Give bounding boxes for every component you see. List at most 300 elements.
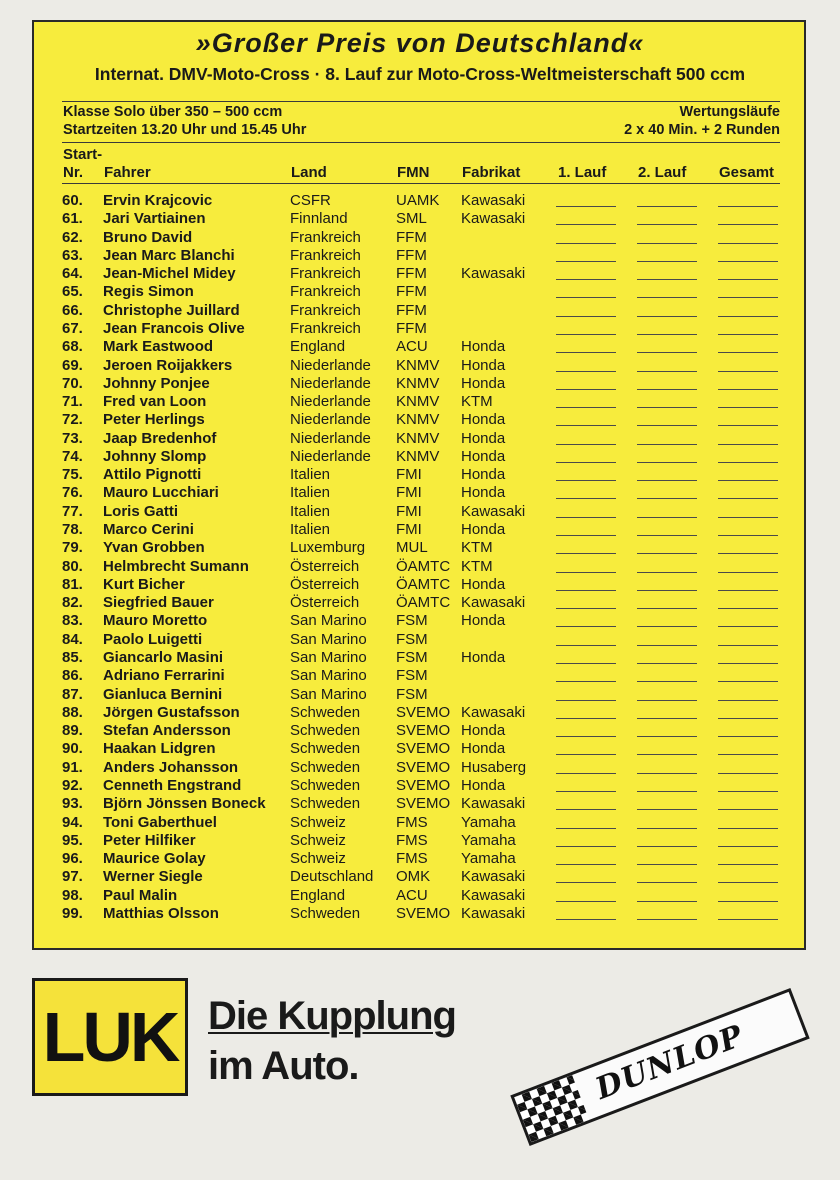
rider-name: Johnny Slomp xyxy=(103,447,207,465)
total-result-blank xyxy=(718,407,778,408)
rider-make: Honda xyxy=(461,338,506,356)
rider-name: Cenneth Engstrand xyxy=(103,776,242,794)
total-result-blank xyxy=(718,828,778,829)
race2-result-blank xyxy=(637,206,697,207)
start-number: 62. xyxy=(62,228,83,246)
rider-federation: FFM xyxy=(396,228,427,246)
rider-country: Schweiz xyxy=(290,813,346,831)
race2-result-blank xyxy=(637,352,697,353)
race2-result-blank xyxy=(637,334,697,335)
total-result-blank xyxy=(718,444,778,445)
table-row xyxy=(0,777,840,795)
start-number: 64. xyxy=(62,265,83,283)
dunlop-logo xyxy=(510,988,809,1146)
race1-result-blank xyxy=(556,407,616,408)
rider-federation: FFM xyxy=(396,265,427,283)
rider-country: Niederlande xyxy=(290,447,371,465)
rider-federation: UAMK xyxy=(396,192,440,209)
start-number: 85. xyxy=(62,649,83,666)
rider-make: Honda xyxy=(461,447,506,465)
luk-slogan-line1-text: Die Kupplung xyxy=(208,994,456,1038)
table-row xyxy=(0,558,840,576)
start-number: 87. xyxy=(62,685,83,703)
start-number: 82. xyxy=(62,594,83,612)
total-result-blank xyxy=(718,279,778,280)
race1-result-blank xyxy=(556,681,616,682)
checkered-flag-icon xyxy=(514,1075,589,1142)
rider-country: Österreich xyxy=(290,575,360,593)
race2-result-blank xyxy=(637,846,697,847)
luk-slogan-line1 xyxy=(208,994,456,1039)
rider-name: Peter Hilfiker xyxy=(103,831,196,849)
table-row xyxy=(0,430,840,448)
total-result-blank xyxy=(718,736,778,737)
rider-name: Helmbrecht Sumann xyxy=(103,557,249,575)
table-row xyxy=(0,192,840,210)
race2-result-blank xyxy=(637,645,697,646)
table-row xyxy=(0,832,840,850)
start-number: 67. xyxy=(62,319,83,337)
rider-name: Anders Johansson xyxy=(103,758,239,776)
start-number: 99. xyxy=(62,904,83,922)
start-number: 83. xyxy=(62,612,83,630)
table-row xyxy=(0,210,840,228)
total-result-blank xyxy=(718,754,778,755)
race2-result-blank xyxy=(637,828,697,829)
rider-name: Werner Siegle xyxy=(103,868,203,886)
rider-make: Yamaha xyxy=(461,831,516,849)
total-result-blank xyxy=(718,590,778,591)
rider-name: Björn Jönssen Boneck xyxy=(103,795,266,813)
table-row xyxy=(0,393,840,411)
rider-federation: KNMV xyxy=(396,447,440,465)
rider-federation: SVEMO xyxy=(396,703,451,721)
rider-federation: SVEMO xyxy=(396,904,451,922)
rider-federation: SML xyxy=(396,210,427,228)
rider-federation: FMI xyxy=(396,466,422,484)
rider-federation: FSM xyxy=(396,667,428,685)
total-result-blank xyxy=(718,553,778,554)
rider-country: Schweiz xyxy=(290,850,346,868)
rider-country: Frankreich xyxy=(290,265,361,283)
column-header-race2: 2. Lauf xyxy=(638,164,687,181)
total-result-blank xyxy=(718,663,778,664)
rider-country: San Marino xyxy=(290,612,367,630)
table-row xyxy=(0,759,840,777)
race1-result-blank xyxy=(556,864,616,865)
race1-result-blank xyxy=(556,626,616,627)
page-subtitle: Internat. DMV-Moto-Cross · 8. Lauf zur Moto-Cross-Weltmeisterschaft 500 ccm xyxy=(94,64,746,84)
rider-name: Bruno David xyxy=(103,228,193,246)
start-number: 96. xyxy=(62,850,83,868)
rider-country: San Marino xyxy=(290,667,367,685)
rider-name: Haakan Lidgren xyxy=(103,740,216,758)
rider-federation: KNMV xyxy=(396,356,440,374)
rider-name: Mauro Moretto xyxy=(103,612,208,630)
race2-result-blank xyxy=(637,736,697,737)
race2-result-blank xyxy=(637,243,697,244)
rider-federation: KNMV xyxy=(396,411,440,429)
rider-federation: KNMV xyxy=(396,429,440,447)
race2-result-blank xyxy=(637,882,697,883)
total-result-blank xyxy=(718,882,778,883)
race1-result-blank xyxy=(556,773,616,774)
rider-federation: FSM xyxy=(396,649,428,666)
rider-federation: SVEMO xyxy=(396,740,451,758)
rider-federation: KNMV xyxy=(396,393,440,411)
rider-make: Kawasaki xyxy=(461,502,526,520)
rider-country: Luxemburg xyxy=(290,539,366,557)
rider-make: Kawasaki xyxy=(461,904,526,922)
start-number: 93. xyxy=(62,795,83,813)
race1-result-blank xyxy=(556,425,616,426)
table-row xyxy=(0,576,840,594)
start-number: 92. xyxy=(62,776,83,794)
rider-federation: FMS xyxy=(396,813,428,831)
total-result-blank xyxy=(718,261,778,262)
rider-country: Niederlande xyxy=(290,393,371,411)
race2-result-blank xyxy=(637,261,697,262)
total-result-blank xyxy=(718,352,778,353)
rider-federation: SVEMO xyxy=(396,795,451,813)
race2-result-blank xyxy=(637,809,697,810)
race1-result-blank xyxy=(556,736,616,737)
rider-country: Italien xyxy=(290,502,331,520)
table-row xyxy=(0,320,840,338)
rider-name: Mark Eastwood xyxy=(103,338,214,356)
race1-result-blank xyxy=(556,663,616,664)
class-info: Klasse Solo über 350 – 500 ccm xyxy=(63,104,283,120)
rider-federation: FFM xyxy=(396,246,427,264)
race1-result-blank xyxy=(556,389,616,390)
rider-make: Kawasaki xyxy=(461,703,526,721)
rider-country: Frankreich xyxy=(290,246,361,264)
race2-result-blank xyxy=(637,316,697,317)
rider-name: Christophe Juillard xyxy=(103,301,240,319)
rider-federation: ÖAMTC xyxy=(396,575,451,593)
total-result-blank xyxy=(718,425,778,426)
table-row xyxy=(0,868,840,886)
rider-make: Yamaha xyxy=(461,813,516,831)
total-result-blank xyxy=(718,608,778,609)
start-times: Startzeiten 13.20 Uhr und 15.45 Uhr xyxy=(63,122,307,138)
table-row xyxy=(0,631,840,649)
race2-result-blank xyxy=(637,718,697,719)
rider-make: Honda xyxy=(461,649,506,666)
info-divider xyxy=(62,142,780,143)
table-row xyxy=(0,448,840,466)
race2-result-blank xyxy=(637,681,697,682)
start-number: 70. xyxy=(62,374,83,392)
rider-country: Frankreich xyxy=(290,283,361,301)
race1-result-blank xyxy=(556,297,616,298)
column-header-country: Land xyxy=(291,164,327,181)
start-number: 78. xyxy=(62,521,83,539)
column-header-fmn: FMN xyxy=(397,164,430,181)
total-result-blank xyxy=(718,389,778,390)
table-row xyxy=(0,229,840,247)
race2-result-blank xyxy=(637,279,697,280)
rider-federation: KNMV xyxy=(396,374,440,392)
rider-name: Jaap Bredenhof xyxy=(103,429,217,447)
column-header-total: Gesamt xyxy=(719,164,775,181)
rider-country: Niederlande xyxy=(290,411,371,429)
rider-federation: FMI xyxy=(396,521,422,539)
rider-federation: FMI xyxy=(396,484,422,502)
rider-make: Kawasaki xyxy=(461,265,526,283)
race2-result-blank xyxy=(637,608,697,609)
race1-result-blank xyxy=(556,919,616,920)
total-result-blank xyxy=(718,480,778,481)
rider-name: Giancarlo Masini xyxy=(103,649,224,666)
race1-result-blank xyxy=(556,243,616,244)
race1-result-blank xyxy=(556,444,616,445)
rider-country: Italien xyxy=(290,466,331,484)
table-row xyxy=(0,740,840,758)
column-header-rider: Fahrer xyxy=(104,164,151,181)
rider-name: Jean-Michel Midey xyxy=(103,265,236,283)
rider-name: Adriano Ferrarini xyxy=(103,667,225,685)
scoring-label: Wertungsläufe xyxy=(679,104,780,120)
table-row xyxy=(0,338,840,356)
race2-result-blank xyxy=(637,700,697,701)
rider-make: Honda xyxy=(461,466,506,484)
rider-name: Loris Gatti xyxy=(103,502,179,520)
rider-federation: ACU xyxy=(396,338,428,356)
rider-country: San Marino xyxy=(290,649,367,666)
rider-name: Johnny Ponjee xyxy=(103,374,210,392)
race2-result-blank xyxy=(637,297,697,298)
race2-result-blank xyxy=(637,754,697,755)
race1-result-blank xyxy=(556,352,616,353)
rider-make: Honda xyxy=(461,740,506,758)
rider-name: Stefan Andersson xyxy=(103,722,231,740)
race1-result-blank xyxy=(556,371,616,372)
race2-result-blank xyxy=(637,791,697,792)
rider-make: Kawasaki xyxy=(461,594,526,612)
rider-federation: FFM xyxy=(396,301,427,319)
total-result-blank xyxy=(718,901,778,902)
rider-federation: ÖAMTC xyxy=(396,557,451,575)
race2-result-blank xyxy=(637,389,697,390)
table-row xyxy=(0,905,840,923)
race1-result-blank xyxy=(556,809,616,810)
race2-result-blank xyxy=(637,371,697,372)
total-result-blank xyxy=(718,773,778,774)
table-row xyxy=(0,795,840,813)
rider-federation: FFM xyxy=(396,283,427,301)
start-number: 79. xyxy=(62,539,83,557)
start-number: 80. xyxy=(62,557,83,575)
race1-result-blank xyxy=(556,846,616,847)
race2-result-blank xyxy=(637,444,697,445)
rider-country: Schweden xyxy=(290,703,361,721)
race1-result-blank xyxy=(556,316,616,317)
table-row xyxy=(0,649,840,667)
rider-federation: FFM xyxy=(396,319,427,337)
start-number: 69. xyxy=(62,356,83,374)
total-result-blank xyxy=(718,316,778,317)
rider-country: Frankreich xyxy=(290,319,361,337)
start-number: 66. xyxy=(62,301,83,319)
rider-country: Schweden xyxy=(290,904,361,922)
race2-result-blank xyxy=(637,901,697,902)
rider-make: Honda xyxy=(461,722,506,740)
rider-make: Kawasaki xyxy=(461,868,526,886)
table-row xyxy=(0,704,840,722)
rider-country: Italien xyxy=(290,484,331,502)
total-result-blank xyxy=(718,517,778,518)
rider-make: Honda xyxy=(461,575,506,593)
start-number: 91. xyxy=(62,758,83,776)
start-number: 98. xyxy=(62,886,83,904)
rider-name: Regis Simon xyxy=(103,283,194,301)
rider-name: Gianluca Bernini xyxy=(103,685,223,703)
race1-result-blank xyxy=(556,535,616,536)
rider-name: Jari Vartiainen xyxy=(103,210,206,228)
race1-result-blank xyxy=(556,553,616,554)
start-number: 90. xyxy=(62,740,83,758)
rider-name: Jean Francois Olive xyxy=(103,319,245,337)
rider-make: KTM xyxy=(461,393,493,411)
total-result-blank xyxy=(718,498,778,499)
race1-result-blank xyxy=(556,590,616,591)
start-number: 72. xyxy=(62,411,83,429)
total-result-blank xyxy=(718,645,778,646)
race1-result-blank xyxy=(556,882,616,883)
luk-logo-text: LUK xyxy=(42,998,178,1076)
table-row xyxy=(0,503,840,521)
total-result-blank xyxy=(718,371,778,372)
table-row xyxy=(0,722,840,740)
rider-federation: SVEMO xyxy=(396,758,451,776)
rider-federation: FSM xyxy=(396,630,428,648)
rider-name: Fred van Loon xyxy=(103,393,207,411)
start-number: 84. xyxy=(62,630,83,648)
rider-country: Österreich xyxy=(290,557,360,575)
table-row xyxy=(0,247,840,265)
rider-name: Jeroen Roijakkers xyxy=(103,356,233,374)
rider-name: Marco Cerini xyxy=(103,521,194,539)
rider-name: Toni Gaberthuel xyxy=(103,813,217,831)
total-result-blank xyxy=(718,572,778,573)
total-result-blank xyxy=(718,718,778,719)
rider-federation: MUL xyxy=(396,539,428,557)
total-result-blank xyxy=(718,334,778,335)
rider-make: Honda xyxy=(461,411,506,429)
total-result-blank xyxy=(718,846,778,847)
rider-country: Italien xyxy=(290,521,331,539)
column-header-race1: 1. Lauf xyxy=(558,164,607,181)
race2-result-blank xyxy=(637,407,697,408)
rider-name: Mauro Lucchiari xyxy=(103,484,219,502)
race2-result-blank xyxy=(637,553,697,554)
rider-name: Maurice Golay xyxy=(103,850,206,868)
rider-federation: FMS xyxy=(396,831,428,849)
rider-country: San Marino xyxy=(290,630,367,648)
rider-country: England xyxy=(290,886,346,904)
total-result-blank xyxy=(718,462,778,463)
page-title: »Großer Preis von Deutschland« xyxy=(195,28,645,58)
start-number: 86. xyxy=(62,667,83,685)
total-result-blank xyxy=(718,681,778,682)
start-number: 95. xyxy=(62,831,83,849)
total-result-blank xyxy=(718,626,778,627)
table-row xyxy=(0,375,840,393)
rider-federation: FSM xyxy=(396,612,428,630)
table-row xyxy=(0,484,840,502)
total-result-blank xyxy=(718,919,778,920)
table-row xyxy=(0,887,840,905)
race1-result-blank xyxy=(556,828,616,829)
rider-country: CSFR xyxy=(290,192,331,209)
table-row xyxy=(0,667,840,685)
rider-federation: FMI xyxy=(396,502,422,520)
rider-name: Matthias Olsson xyxy=(103,904,219,922)
rider-make: Honda xyxy=(461,612,506,630)
race2-result-blank xyxy=(637,498,697,499)
table-row xyxy=(0,612,840,630)
table-row xyxy=(0,539,840,557)
rider-name: Attilo Pignotti xyxy=(103,466,202,484)
race1-result-blank xyxy=(556,572,616,573)
race2-result-blank xyxy=(637,864,697,865)
race1-result-blank xyxy=(556,279,616,280)
race2-result-blank xyxy=(637,572,697,573)
race1-result-blank xyxy=(556,206,616,207)
total-result-blank xyxy=(718,864,778,865)
start-number: 97. xyxy=(62,868,83,886)
start-number: 68. xyxy=(62,338,83,356)
rider-make: Kawasaki xyxy=(461,192,526,209)
table-row xyxy=(0,521,840,539)
race1-result-blank xyxy=(556,700,616,701)
start-number: 77. xyxy=(62,502,83,520)
race1-result-blank xyxy=(556,224,616,225)
race1-result-blank xyxy=(556,754,616,755)
rider-federation: FSM xyxy=(396,685,428,703)
luk-slogan-line2: im Auto. xyxy=(208,1044,359,1088)
table-row xyxy=(0,850,840,868)
rider-make: Honda xyxy=(461,484,506,502)
rider-make: Honda xyxy=(461,429,506,447)
rider-federation: FMS xyxy=(396,850,428,868)
race1-result-blank xyxy=(556,718,616,719)
race2-result-blank xyxy=(637,480,697,481)
rider-make: Kawasaki xyxy=(461,886,526,904)
race2-result-blank xyxy=(637,626,697,627)
table-row xyxy=(0,814,840,832)
start-number: 88. xyxy=(62,703,83,721)
race1-result-blank xyxy=(556,791,616,792)
start-number: 61. xyxy=(62,210,83,228)
race1-result-blank xyxy=(556,608,616,609)
race2-result-blank xyxy=(637,773,697,774)
rider-country: Frankreich xyxy=(290,228,361,246)
race2-result-blank xyxy=(637,535,697,536)
start-number: 71. xyxy=(62,393,83,411)
table-row xyxy=(0,411,840,429)
rider-make: Kawasaki xyxy=(461,795,526,813)
race1-result-blank xyxy=(556,498,616,499)
start-number: 94. xyxy=(62,813,83,831)
start-number: 75. xyxy=(62,466,83,484)
race1-result-blank xyxy=(556,334,616,335)
rider-make: Honda xyxy=(461,776,506,794)
start-number: 73. xyxy=(62,429,83,447)
race2-result-blank xyxy=(637,224,697,225)
race2-result-blank xyxy=(637,425,697,426)
